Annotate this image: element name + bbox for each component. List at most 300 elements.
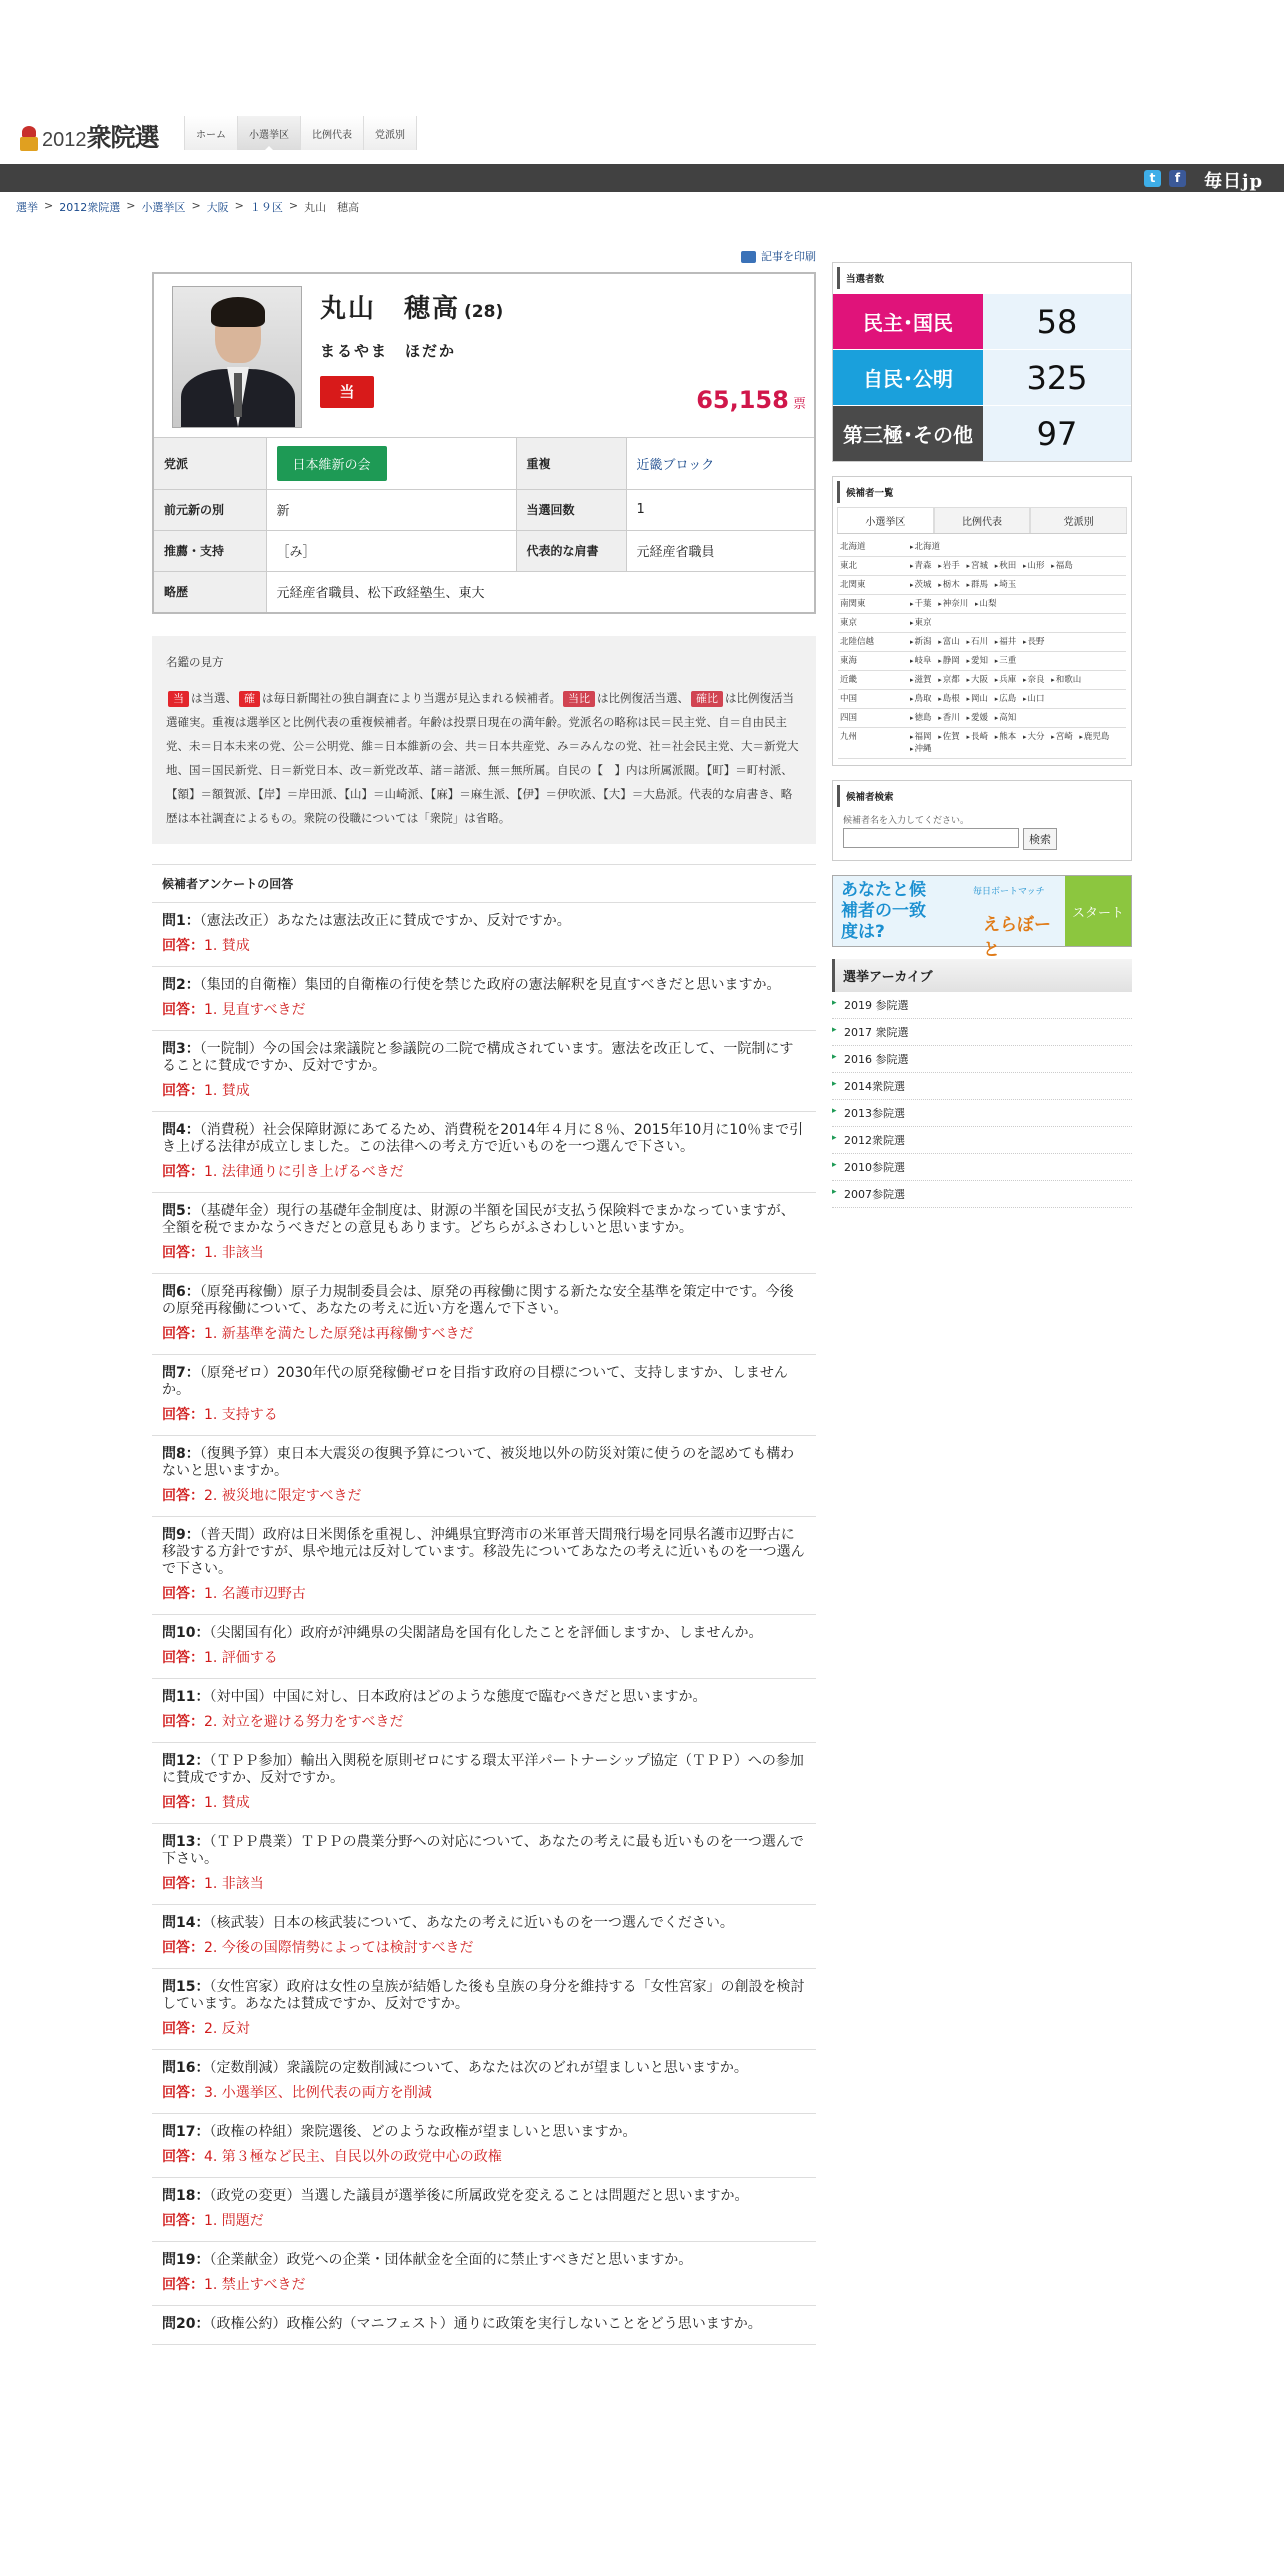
prefecture-link[interactable]: ▸ 福島 [1051, 561, 1073, 571]
survey-item [152, 903, 816, 967]
question-number: 問11： [162, 1689, 210, 1705]
candidate-kana: まるやま ほだか [320, 342, 457, 360]
survey-answer [162, 1714, 806, 1731]
tag-sure: 確 [239, 691, 260, 707]
survey-item [152, 2306, 816, 2345]
answer-text: 1. 支持する [204, 1407, 278, 1423]
banner-start-button[interactable]: スタート [1065, 876, 1131, 946]
region-name: 九州 [838, 728, 908, 759]
prefecture-link[interactable]: ▸ 和歌山 [1051, 675, 1081, 685]
prefecture-link[interactable]: ▸ 愛媛 [966, 713, 988, 723]
survey-item [152, 1824, 816, 1905]
prefecture-link[interactable]: ▸ 群馬 [966, 580, 988, 590]
answer-text: 2. 今後の国際情勢によっては検討すべきだ [204, 1940, 474, 1956]
question-text: （定数削減）衆議院の定数削減について、あなたは次のどれが望ましいと思いますか。 [209, 2060, 748, 2076]
prefecture-link[interactable]: ▸ 長野 [1023, 637, 1045, 647]
prefecture-link[interactable]: ▸ 山形 [1023, 561, 1045, 571]
seat-party-label: 自民･公明 [833, 350, 983, 405]
question-text: （政権の枠組）衆院選後、どのような政権が望ましいと思いますか。 [209, 2124, 637, 2140]
prefecture-cell [908, 728, 1126, 759]
info-key: 重複 [516, 438, 626, 489]
question-number: 問8： [162, 1446, 200, 1462]
prefecture-link[interactable]: ▸ 神奈川 [938, 599, 968, 609]
survey-question [162, 2252, 806, 2269]
region-name: 南関東 [838, 595, 908, 614]
answer-text: 1. 評価する [204, 1650, 278, 1666]
answer-label: 回答： [162, 1407, 204, 1423]
breadcrumb-link[interactable]: 選挙 [16, 201, 38, 214]
prefecture-link[interactable]: ▸ 東京 [910, 618, 932, 628]
search-input[interactable] [843, 828, 1019, 848]
answer-text: 1. 見直すべきだ [204, 1002, 306, 1018]
survey-item [152, 2178, 816, 2242]
candidate-list-tabs [837, 507, 1127, 534]
answer-text: 1. 法律通りに引き上げるべきだ [204, 1164, 404, 1180]
prefecture-link[interactable]: ▸ 鳥取 [910, 694, 932, 704]
question-text: （復興予算）東日本大震災の復興予算について、被災地以外の防災対策に使うのを認めても構わないと思いますか。 [162, 1446, 795, 1479]
banner-tagline: あなたと候補者の一致度は? [841, 879, 926, 942]
nav-tab-single-seat[interactable]: 小選挙区 [238, 116, 301, 150]
prefecture-link[interactable]: ▸ 千葉 [910, 599, 932, 609]
answer-text: 1. 賛成 [204, 1083, 250, 1099]
seat-count-heading: 当選者数 [837, 267, 1127, 289]
survey-item [152, 1193, 816, 1274]
answer-label: 回答： [162, 1940, 204, 1956]
region-name: 北陸信越 [838, 633, 908, 652]
breadcrumb-sep: > [126, 199, 136, 212]
prefecture-link[interactable]: ▸ 奈良 [1023, 675, 1045, 685]
info-key: 推薦・支持 [154, 530, 266, 571]
region-row [838, 728, 1126, 759]
question-number: 問1： [162, 913, 200, 929]
election-logo-icon [18, 124, 40, 152]
legend-part: は毎日新聞社の独自調査により当選が見込まれる候補者。 [262, 691, 561, 705]
question-text: （憲法改正）あなたは憲法改正に賛成ですか、反対ですか。 [199, 913, 571, 929]
archive-link[interactable]: ▸ 2019 参院選 [832, 992, 1132, 1019]
prefecture-link[interactable]: ▸ 栃木 [938, 580, 960, 590]
candidate-header [154, 274, 814, 438]
breadcrumb [16, 199, 359, 215]
answer-text: 1. 非該当 [204, 1245, 264, 1261]
question-number: 問13： [162, 1834, 210, 1850]
prefecture-link[interactable]: ▸ 秋田 [995, 561, 1017, 571]
prefecture-link[interactable]: ▸ 高知 [995, 713, 1017, 723]
answer-label: 回答： [162, 1488, 204, 1504]
prefecture-link[interactable]: ▸ 富山 [938, 637, 960, 647]
prefecture-link[interactable]: ▸ 福井 [995, 637, 1017, 647]
answer-label: 回答： [162, 2021, 204, 2037]
legend-part: は比例復活当選確実。重複は選挙区と比例代表の重複候補者。年齢は投票日現在の満年齢。党派名の略称は民＝民主党、自＝自由民主党、未＝日本未来の党、公＝公明党、維＝日本維新の会、共＝日本共産党、み＝みんなの党、社＝社会民主党、大＝新党大地、国＝国民新党、日＝新党日本、改＝新党改革、諸＝諸派、無＝無所属。自民の【 】内は所属派閥。【町】＝町村派、【額】＝額賀派、【岸】＝岸田派、【山】＝山崎派、【麻】＝麻生派、【伊】＝伊吹派、【大】＝大島派。代表的な肩書き、略歴は本社調査によるもの。衆院の役職については「衆院」は省略。 [166, 691, 799, 825]
archive-link[interactable]: ▸ 2016 参院選 [832, 1046, 1132, 1073]
prefecture-cell [908, 614, 1126, 633]
survey-heading: 候補者アンケートの回答 [152, 864, 816, 903]
answer-label: 回答： [162, 2085, 204, 2101]
prefecture-cell [908, 652, 1126, 671]
question-text: （一院制）今の国会は衆議院と参議院の二院で構成されています。憲法を改正して、一院制にすることに賛成ですか、反対ですか。 [162, 1041, 794, 1074]
twitter-icon[interactable]: t [1144, 170, 1161, 187]
survey-answer [162, 1876, 806, 1893]
prefecture-link[interactable]: ▸ 新潟 [910, 637, 932, 647]
site-logo[interactable] [18, 118, 159, 152]
prefecture-link[interactable]: ▸ 大分 [1023, 732, 1045, 742]
archive-link[interactable]: ▸ 2013参院選 [832, 1100, 1132, 1127]
prefecture-cell [908, 538, 1126, 557]
info-value: 元経産省職員、松下政経塾生、東大 [266, 571, 814, 612]
question-text: （政党の変更）当選した議員が選挙後に所属政党を変えることは問題だと思いますか。 [209, 2188, 749, 2204]
prefecture-link[interactable]: ▸ 大阪 [966, 675, 988, 685]
candidate-photo [172, 286, 302, 428]
nav-tab-home[interactable]: ホーム [185, 116, 238, 150]
breadcrumb-link[interactable]: 小選挙区 [141, 201, 186, 214]
question-number: 問17： [162, 2124, 210, 2140]
region-row [838, 538, 1126, 557]
survey-question [162, 1834, 806, 1868]
question-number: 問3： [162, 1041, 200, 1057]
survey-item [152, 1743, 816, 1824]
survey-item [152, 1615, 816, 1679]
prefecture-cell [908, 595, 1126, 614]
answer-text: 3. 小選挙区、比例代表の両方を削減 [204, 2085, 432, 2101]
answer-label: 回答： [162, 1795, 204, 1811]
info-row [154, 530, 814, 571]
info-value: 元経産省職員 [626, 530, 814, 571]
answer-label: 回答： [162, 1083, 204, 1099]
top-bar [0, 164, 1284, 192]
question-number: 問6： [162, 1284, 200, 1300]
candidate-search-box [832, 780, 1132, 861]
block-link[interactable]: 近畿ブロック [636, 457, 715, 473]
info-key: 当選回数 [516, 489, 626, 530]
banner-brand: えらぼーと [983, 915, 1051, 960]
question-text: （消費税）社会保障財源にあてるため、消費税を2014年４月に８％、2015年10月に10％まで引き上げる法律が成立しました。この法律への考え方で近いものを一つ選んで下さい。 [162, 1122, 804, 1155]
answer-label: 回答： [162, 1714, 204, 1730]
survey-answer [162, 1940, 806, 1957]
prefecture-link[interactable]: ▸ 広島 [995, 694, 1017, 704]
info-value: 新 [266, 489, 516, 530]
prefecture-link[interactable]: ▸ 岡山 [966, 694, 988, 704]
prefecture-link[interactable]: ▸ 長崎 [966, 732, 988, 742]
region-name: 東京 [838, 614, 908, 633]
prefecture-link[interactable]: ▸ 兵庫 [995, 675, 1017, 685]
question-text: （基礎年金）現行の基礎年金制度は、財源の半額を国民が支払う保険料でまかなっていますが、全額を税でまかなうべきだとの意見もあります。どちらがふさわしいと思いますか。 [162, 1203, 795, 1236]
prefecture-link[interactable]: ▸ 山口 [1023, 694, 1045, 704]
mainichi-logo[interactable]: 毎日jp [1204, 171, 1264, 192]
region-row [838, 690, 1126, 709]
survey-item [152, 1355, 816, 1436]
survey-answer [162, 1488, 806, 1505]
seat-row [833, 349, 1131, 405]
print-link[interactable] [152, 246, 816, 272]
prefecture-link[interactable]: ▸ 茨城 [910, 580, 932, 590]
question-number: 問2： [162, 977, 200, 993]
prefecture-link[interactable]: ▸ 静岡 [938, 656, 960, 666]
elected-badge: 当 [320, 376, 374, 408]
seat-row [833, 405, 1131, 461]
survey-section [152, 864, 816, 2345]
question-number: 問10： [162, 1625, 210, 1641]
survey-question [162, 1527, 806, 1578]
vote-unit: 票 [792, 397, 806, 412]
answer-text: 1. 賛成 [204, 1795, 250, 1811]
search-hint: 候補者名を入力してください。 [843, 816, 970, 826]
global-nav [184, 116, 417, 150]
survey-answer [162, 1164, 806, 1181]
nav-tab-proportional[interactable]: 比例代表 [301, 116, 364, 150]
answer-label: 回答： [162, 938, 204, 954]
candidate-list-box [832, 476, 1132, 766]
survey-answer [162, 2021, 806, 2038]
survey-answer [162, 1245, 806, 1262]
info-value: ［み］ [266, 530, 516, 571]
info-row [154, 489, 814, 530]
print-label: 記事を印刷 [761, 250, 816, 263]
survey-answer [162, 1795, 806, 1812]
survey-answer [162, 2149, 806, 2166]
breadcrumb-sep: > [44, 199, 54, 212]
region-name: 北海道 [838, 538, 908, 557]
question-text: （対中国）中国に対し、日本政府はどのような態度で臨むべきだと思いますか。 [209, 1689, 707, 1705]
question-number: 問18： [162, 2188, 210, 2204]
answer-label: 回答： [162, 2149, 204, 2165]
prefecture-link[interactable]: ▸ 岐阜 [910, 656, 932, 666]
party-badge[interactable]: 日本維新の会 [277, 446, 387, 481]
answer-text: 2. 反対 [204, 2021, 250, 2037]
archive-link[interactable]: ▸ 2007参院選 [832, 1181, 1132, 1208]
main-column [152, 246, 816, 2345]
question-number: 問12： [162, 1753, 210, 1769]
prefecture-cell [908, 690, 1126, 709]
prefecture-link[interactable]: ▸ 青森 [910, 561, 932, 571]
prefecture-link[interactable]: ▸ 鹿児島 [1079, 732, 1109, 742]
breadcrumb-link[interactable]: 2012衆院選 [59, 201, 121, 214]
survey-item [152, 1905, 816, 1969]
survey-answer [162, 1586, 806, 1603]
breadcrumb-sep: > [288, 199, 299, 212]
survey-item [152, 1679, 816, 1743]
answer-text: 1. 新基準を満たした原発は再稼働すべきだ [204, 1326, 474, 1342]
seat-row [833, 293, 1131, 349]
prefecture-cell [908, 633, 1126, 652]
answer-text: 2. 対立を避ける努力をすべきだ [204, 1714, 404, 1730]
prefecture-link[interactable]: ▸ 福岡 [910, 732, 932, 742]
seat-rows [833, 293, 1131, 461]
prefecture-link[interactable]: ▸ 三重 [995, 656, 1017, 666]
question-number: 問4： [162, 1122, 200, 1138]
info-key: 党派 [154, 438, 266, 489]
prefecture-link[interactable]: ▸ 滋賀 [910, 675, 932, 685]
breadcrumb-sep: > [191, 199, 201, 212]
question-number: 問7： [162, 1365, 200, 1381]
candidate-name: 丸山 穂高 [320, 294, 461, 324]
legend-text [166, 686, 802, 830]
info-key: 略歴 [154, 571, 266, 612]
answer-label: 回答： [162, 1245, 204, 1261]
answer-label: 回答： [162, 2277, 204, 2293]
info-row [154, 571, 814, 612]
info-value: 1 [626, 489, 814, 530]
survey-answer [162, 1002, 806, 1019]
info-key: 前元新の別 [154, 489, 266, 530]
question-text: （政権公約）政権公約（マニフェスト）通りに政策を実行しないことをどう思いますか。 [209, 2316, 762, 2332]
seat-number: 325 [983, 350, 1131, 405]
answer-text: 4. 第３極など民主、自民以外の政党中心の政権 [204, 2149, 502, 2165]
answer-text: 1. 禁止すべきだ [204, 2277, 306, 2293]
tag-revival-sure: 確比 [691, 691, 723, 707]
archive-link[interactable]: ▸ 2010参院選 [832, 1154, 1132, 1181]
survey-question [162, 1915, 806, 1932]
clist-tab-proportional[interactable]: 比例代表 [934, 507, 1031, 533]
question-text: （ＴＰＰ参加）輸出入関税を原則ゼロにする環太平洋パートナーシップ協定（ＴＰＰ）への参加に賛成ですか、反対ですか。 [162, 1753, 804, 1786]
tag-win: 当 [168, 691, 189, 707]
answer-label: 回答： [162, 1164, 204, 1180]
prefecture-link[interactable]: ▸ 徳島 [910, 713, 932, 723]
survey-question [162, 1625, 806, 1642]
survey-question [162, 913, 806, 930]
question-number: 問20： [162, 2316, 210, 2332]
prefecture-link[interactable]: ▸ 石川 [966, 637, 988, 647]
answer-label: 回答： [162, 1326, 204, 1342]
survey-question [162, 1284, 806, 1318]
prefecture-link[interactable]: ▸ 宮崎 [1051, 732, 1073, 742]
prefecture-cell [908, 709, 1126, 728]
legend-heading: 名鑑の見方 [166, 655, 224, 669]
seat-count-box [832, 262, 1132, 462]
vote-count [696, 386, 806, 414]
candidate-card [152, 272, 816, 614]
question-number: 問9： [162, 1527, 200, 1543]
answer-label: 回答： [162, 1002, 204, 1018]
survey-item [152, 2050, 816, 2114]
archive-link[interactable]: ▸ 2014衆院選 [832, 1073, 1132, 1100]
answer-text: 1. 名護市辺野古 [204, 1586, 306, 1602]
printer-icon [741, 251, 756, 263]
survey-item [152, 2242, 816, 2306]
prefecture-link[interactable]: ▸ 埼玉 [995, 580, 1017, 590]
prefecture-link[interactable]: ▸ 佐賀 [938, 732, 960, 742]
prefecture-cell [908, 671, 1126, 690]
survey-answer [162, 1407, 806, 1424]
legend-box [152, 636, 816, 844]
archive-heading: 選挙アーカイブ [832, 959, 1132, 992]
answer-text: 2. 被災地に限定すべきだ [204, 1488, 362, 1504]
survey-answer [162, 938, 806, 955]
breadcrumb-link[interactable]: 大阪 [206, 201, 229, 214]
answer-label: 回答： [162, 1876, 204, 1892]
prefecture-link[interactable]: ▸ 香川 [938, 713, 960, 723]
search-heading: 候補者検索 [837, 785, 1127, 807]
clist-tab-single-seat[interactable]: 小選挙区 [837, 507, 934, 533]
region-table [838, 538, 1126, 759]
clist-tab-by-party[interactable]: 党派別 [1030, 507, 1127, 533]
info-value [626, 438, 814, 489]
question-text: （核武装）日本の核武装について、あなたの考えに近いものを一つ選んでください。 [209, 1915, 734, 1931]
prefecture-link[interactable]: ▸ 京都 [938, 675, 960, 685]
question-text: （原発再稼働）原子力規制委員会は、原発の再稼働に関する新たな安全基準を策定中です。今後の原発再稼働について、あなたの考えに近い方を選んで下さい。 [162, 1284, 794, 1317]
survey-answer [162, 1650, 806, 1667]
candidate-info-table [154, 438, 814, 612]
region-name: 近畿 [838, 671, 908, 690]
survey-item [152, 967, 816, 1031]
archive-link[interactable]: ▸ 2012衆院選 [832, 1127, 1132, 1154]
question-text: （集団的自衛権）集団的自衛権の行使を禁じた政府の憲法解釈を見直すべきだと思いますか。 [199, 977, 781, 993]
seat-party-label: 第三極･その他 [833, 406, 983, 461]
votematch-banner[interactable] [832, 875, 1132, 960]
region-row [838, 633, 1126, 652]
prefecture-link[interactable]: ▸ 沖縄 [910, 744, 932, 754]
info-row [154, 438, 814, 489]
prefecture-link[interactable]: ▸ 熊本 [995, 732, 1017, 742]
legend-part: は比例復活当選、 [597, 691, 689, 705]
archive-list [832, 992, 1132, 1208]
candidate-name-line [320, 288, 503, 325]
region-row [838, 614, 1126, 633]
legend-part: は当選、 [191, 691, 237, 705]
survey-question [162, 2188, 806, 2205]
seat-number: 58 [983, 294, 1131, 349]
survey-question [162, 2124, 806, 2141]
prefecture-link[interactable]: ▸ 愛知 [966, 656, 988, 666]
survey-list [152, 903, 816, 2345]
prefecture-link[interactable]: ▸ 山梨 [975, 599, 997, 609]
banner-subtitle: 毎日ボートマッチ [973, 887, 1045, 897]
candidate-list-heading: 候補者一覧 [837, 481, 1127, 503]
prefecture-link[interactable]: ▸ 島根 [938, 694, 960, 704]
survey-question [162, 1365, 806, 1399]
survey-item [152, 2114, 816, 2178]
prefecture-link[interactable]: ▸ 宮城 [966, 561, 988, 571]
survey-question [162, 1203, 806, 1237]
survey-question [162, 1446, 806, 1480]
survey-question [162, 2316, 806, 2333]
region-name: 北関東 [838, 576, 908, 595]
prefecture-cell [908, 557, 1126, 576]
facebook-icon[interactable]: f [1169, 170, 1186, 187]
region-name: 四国 [838, 709, 908, 728]
answer-text: 1. 問題だ [204, 2213, 264, 2229]
region-row [838, 709, 1126, 728]
region-row [838, 652, 1126, 671]
survey-item [152, 1274, 816, 1355]
answer-label: 回答： [162, 1650, 204, 1666]
answer-label: 回答： [162, 2213, 204, 2229]
seat-number: 97 [983, 406, 1131, 461]
survey-answer [162, 1326, 806, 1343]
question-number: 問19： [162, 2252, 210, 2268]
answer-text: 1. 非該当 [204, 1876, 264, 1892]
survey-question [162, 1122, 806, 1156]
question-text: （尖閣国有化）政府が沖縄県の尖閣諸島を国有化したことを評価しますか、しませんか。 [209, 1625, 763, 1641]
question-text: （ＴＰＰ農業）ＴＰＰの農業分野への対応について、あなたの考えに最も近いものを一つ選んで下さい。 [162, 1834, 804, 1867]
archive-box [832, 959, 1132, 1208]
breadcrumb-link[interactable]: １９区 [249, 201, 283, 214]
question-number: 問14： [162, 1915, 210, 1931]
survey-question [162, 1689, 806, 1706]
tag-revival: 当比 [563, 691, 595, 707]
question-text: （普天間）政府は日米関係を重視し、沖縄県宜野湾市の米軍普天間飛行場を同県名護市辺野古に移設する方針ですが、県や地元は反対しています。移設先についてあなたの考えに近いものを一つ選んで下さい。 [162, 1527, 805, 1577]
survey-item [152, 1112, 816, 1193]
archive-link[interactable]: ▸ 2017 衆院選 [832, 1019, 1132, 1046]
vote-number: 65,158 [696, 386, 789, 414]
survey-answer [162, 2085, 806, 2102]
sidebar [832, 262, 1132, 1208]
nav-tab-by-party[interactable]: 党派別 [364, 116, 417, 150]
candidate-age: (28) [464, 302, 504, 322]
survey-answer [162, 2277, 806, 2294]
prefecture-link[interactable]: ▸ 北海道 [910, 542, 940, 552]
search-button[interactable]: 検索 [1023, 828, 1057, 850]
prefecture-link[interactable]: ▸ 岩手 [938, 561, 960, 571]
logo-year: 2012 [42, 129, 87, 151]
